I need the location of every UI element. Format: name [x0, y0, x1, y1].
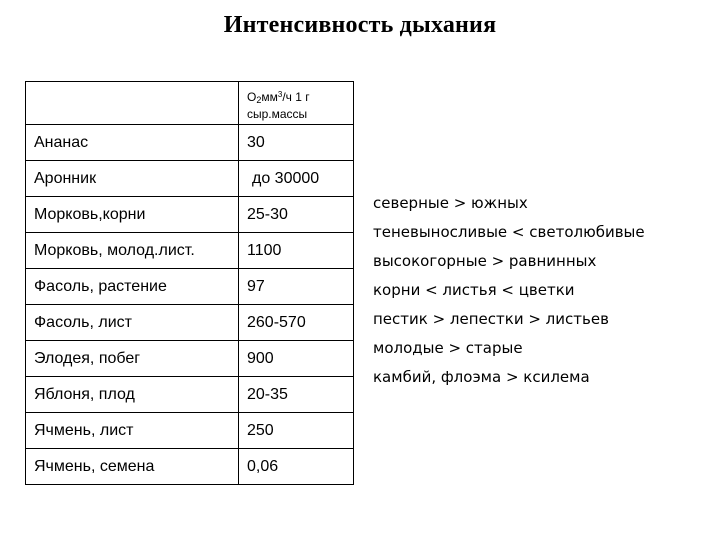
header-plant-cell [26, 82, 239, 125]
table-row [26, 269, 354, 305]
unit-o: O [247, 89, 257, 104]
table-header-row [26, 82, 354, 125]
note-line: камбий, флоэма > ксилема [373, 368, 590, 386]
plant-cell: Ананас [26, 125, 239, 161]
note-line: теневыносливые < светолюбивые [373, 223, 645, 241]
plant-cell: Яблоня, плод [26, 377, 239, 413]
value-text: до 30000 [252, 169, 320, 187]
plant-cell: Морковь,корни [26, 197, 239, 233]
comparison-notes [373, 189, 645, 392]
note-line: высокогорные > равнинных [373, 252, 597, 270]
value-cell: 30 [239, 125, 354, 161]
unit-rest: /ч 1 г сыр.массы [247, 89, 310, 121]
unit-subscript: 2 [256, 94, 262, 105]
value-cell: 900 [239, 341, 354, 377]
note-line: северные > южных [373, 194, 528, 212]
value-cell: 97 [239, 269, 354, 305]
value-cell: 250 [239, 413, 354, 449]
plant-cell: Элодея, побег [26, 341, 239, 377]
plant-cell: Ячмень, лист [26, 413, 239, 449]
page-title: Интенсивность дыхания [223, 12, 497, 38]
plant-cell: Ячмень, семена [26, 449, 239, 485]
plant-cell: Морковь, молод.лист. [26, 233, 239, 269]
unit-mm: мм [261, 89, 278, 104]
value-cell: 25-30 [239, 197, 354, 233]
value-cell: 1100 [239, 233, 354, 269]
respiration-table [25, 81, 354, 485]
plant-cell: Аронник [26, 161, 239, 197]
plant-cell: Фасоль, растение [26, 269, 239, 305]
table-row [26, 413, 354, 449]
table-row [26, 197, 354, 233]
table-row [26, 305, 354, 341]
table-row [26, 125, 354, 161]
table-row [26, 341, 354, 377]
value-cell: 260-570 [239, 305, 354, 341]
header-unit-cell [239, 82, 354, 125]
table-row [26, 449, 354, 485]
table-row [26, 233, 354, 269]
value-cell [239, 161, 354, 197]
value-cell: 0,06 [239, 449, 354, 485]
note-line: корни < листья < цветки [373, 281, 575, 299]
note-line: пестик > лепестки > листьев [373, 310, 609, 328]
plant-cell: Фасоль, лист [26, 305, 239, 341]
table-row [26, 377, 354, 413]
note-line: молодые > старые [373, 339, 523, 357]
value-cell: 20-35 [239, 377, 354, 413]
table-row [26, 161, 354, 197]
unit-superscript: 3 [277, 89, 283, 99]
